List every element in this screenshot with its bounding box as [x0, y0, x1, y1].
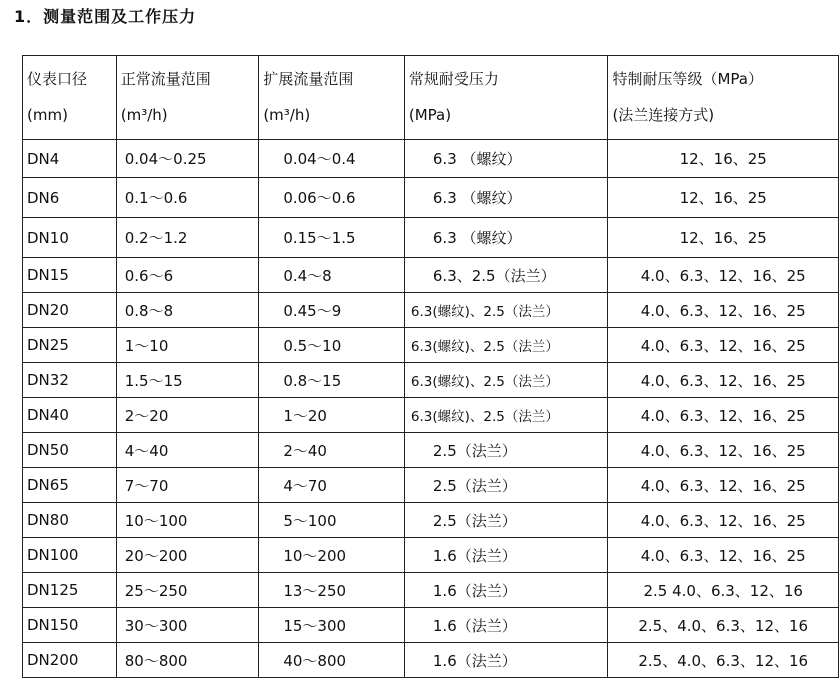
table-row: [23, 538, 839, 573]
cell-normal-flow: 2～20: [116, 398, 259, 433]
cell-extended-flow: 13～250: [259, 573, 405, 608]
cell-normal-flow: 7～70: [116, 468, 259, 503]
cell-normal-flow: 30～300: [116, 608, 259, 643]
table-row: [23, 293, 839, 328]
table-row: [23, 503, 839, 538]
cell-extended-flow: 5～100: [259, 503, 405, 538]
section-title: 1．测量范围及工作压力: [14, 7, 197, 26]
cell-extended-flow: 0.06～0.6: [259, 178, 405, 218]
cell-extended-flow: 0.8～15: [259, 363, 405, 398]
cell-extended-flow: 0.4～8: [259, 258, 405, 293]
cell-special-pressure: 12、16、25: [608, 218, 839, 258]
cell-pressure: 1.6（法兰）: [404, 538, 608, 573]
header-normal-label: 正常流量范围: [120, 70, 211, 88]
header-normal-unit: (m³/h): [120, 106, 168, 124]
cell-pressure: 6.3 （螺纹）: [404, 218, 608, 258]
cell-special-pressure: 4.0、6.3、12、16、25: [608, 293, 839, 328]
cell-normal-flow: 1～10: [116, 328, 259, 363]
table-header-row: [23, 56, 839, 140]
cell-pressure: 2.5（法兰）: [404, 503, 608, 538]
cell-special-pressure: 4.0、6.3、12、16、25: [608, 468, 839, 503]
cell-special-pressure: 12、16、25: [608, 178, 839, 218]
cell-special-pressure: 4.0、6.3、12、16、25: [608, 258, 839, 293]
cell-size: DN32: [23, 363, 117, 398]
header-extended-label: 扩展流量范围: [263, 70, 354, 88]
header-pressure: [404, 56, 608, 140]
cell-special-pressure: 4.0、6.3、12、16、25: [608, 363, 839, 398]
cell-normal-flow: 0.04～0.25: [116, 140, 259, 178]
cell-special-pressure: 2.5、4.0、6.3、12、16: [608, 608, 839, 643]
cell-normal-flow: 0.2～1.2: [116, 218, 259, 258]
cell-special-pressure: 4.0、6.3、12、16、25: [608, 328, 839, 363]
cell-normal-flow: 80～800: [116, 643, 259, 678]
table-row: [23, 608, 839, 643]
cell-extended-flow: 40～800: [259, 643, 405, 678]
table-row: [23, 433, 839, 468]
header-size: [23, 56, 117, 140]
cell-size: DN10: [23, 218, 117, 258]
cell-size: DN40: [23, 398, 117, 433]
cell-size: DN20: [23, 293, 117, 328]
cell-normal-flow: 10～100: [116, 503, 259, 538]
cell-normal-flow: 20～200: [116, 538, 259, 573]
cell-pressure: 2.5（法兰）: [404, 468, 608, 503]
cell-special-pressure: 4.0、6.3、12、16、25: [608, 538, 839, 573]
cell-pressure: 2.5（法兰）: [404, 433, 608, 468]
table-row: [23, 178, 839, 218]
cell-extended-flow: 1～20: [259, 398, 405, 433]
cell-pressure: 6.3(螺纹)、2.5（法兰）: [404, 328, 608, 363]
header-pressure-label: 常规耐受压力: [408, 70, 499, 88]
cell-special-pressure: 4.0、6.3、12、16、25: [608, 398, 839, 433]
header-size-label: 仪表口径: [27, 70, 88, 88]
table-row: [23, 363, 839, 398]
header-normal-flow: [116, 56, 259, 140]
cell-size: DN65: [23, 468, 117, 503]
cell-size: DN200: [23, 643, 117, 678]
cell-size: DN4: [23, 140, 117, 178]
table-row: [23, 468, 839, 503]
cell-extended-flow: 15～300: [259, 608, 405, 643]
cell-normal-flow: 4～40: [116, 433, 259, 468]
cell-normal-flow: 0.6～6: [116, 258, 259, 293]
cell-special-pressure: 2.5 4.0、6.3、12、16: [608, 573, 839, 608]
cell-normal-flow: 1.5～15: [116, 363, 259, 398]
cell-size: DN125: [23, 573, 117, 608]
table-row: [23, 328, 839, 363]
cell-normal-flow: 0.8～8: [116, 293, 259, 328]
cell-size: DN6: [23, 178, 117, 218]
cell-extended-flow: 0.15～1.5: [259, 218, 405, 258]
header-special-label: 特制耐压等级（MPa）: [612, 70, 763, 88]
table-row: [23, 643, 839, 678]
table-row: [23, 573, 839, 608]
cell-extended-flow: 0.04～0.4: [259, 140, 405, 178]
header-extended-flow: [259, 56, 405, 140]
cell-extended-flow: 4～70: [259, 468, 405, 503]
cell-pressure: 1.6（法兰）: [404, 608, 608, 643]
cell-pressure: 6.3(螺纹)、2.5（法兰）: [404, 398, 608, 433]
cell-special-pressure: 4.0、6.3、12、16、25: [608, 433, 839, 468]
cell-special-pressure: 2.5、4.0、6.3、12、16: [608, 643, 839, 678]
table-row: [23, 218, 839, 258]
cell-pressure: 6.3、2.5（法兰）: [404, 258, 608, 293]
cell-normal-flow: 0.1～0.6: [116, 178, 259, 218]
cell-pressure: 1.6（法兰）: [404, 573, 608, 608]
header-special-unit: (法兰连接方式): [612, 106, 715, 124]
cell-pressure: 6.3 （螺纹）: [404, 178, 608, 218]
cell-extended-flow: 10～200: [259, 538, 405, 573]
cell-extended-flow: 2～40: [259, 433, 405, 468]
cell-size: DN15: [23, 258, 117, 293]
header-size-unit: (mm): [27, 106, 68, 124]
cell-pressure: 6.3(螺纹)、2.5（法兰）: [404, 363, 608, 398]
table-row: [23, 140, 839, 178]
cell-size: DN25: [23, 328, 117, 363]
spec-table: [22, 55, 839, 678]
cell-pressure: 1.6（法兰）: [404, 643, 608, 678]
cell-pressure: 6.3(螺纹)、2.5（法兰）: [404, 293, 608, 328]
cell-size: DN80: [23, 503, 117, 538]
cell-size: DN100: [23, 538, 117, 573]
cell-size: DN150: [23, 608, 117, 643]
header-special-pressure: [608, 56, 839, 140]
cell-special-pressure: 12、16、25: [608, 140, 839, 178]
cell-pressure: 6.3 （螺纹）: [404, 140, 608, 178]
cell-extended-flow: 0.45～9: [259, 293, 405, 328]
table-row: [23, 398, 839, 433]
cell-size: DN50: [23, 433, 117, 468]
header-pressure-unit: (MPa): [408, 106, 452, 124]
header-extended-unit: (m³/h): [263, 106, 311, 124]
cell-normal-flow: 25～250: [116, 573, 259, 608]
cell-special-pressure: 4.0、6.3、12、16、25: [608, 503, 839, 538]
table-row: [23, 258, 839, 293]
cell-extended-flow: 0.5～10: [259, 328, 405, 363]
